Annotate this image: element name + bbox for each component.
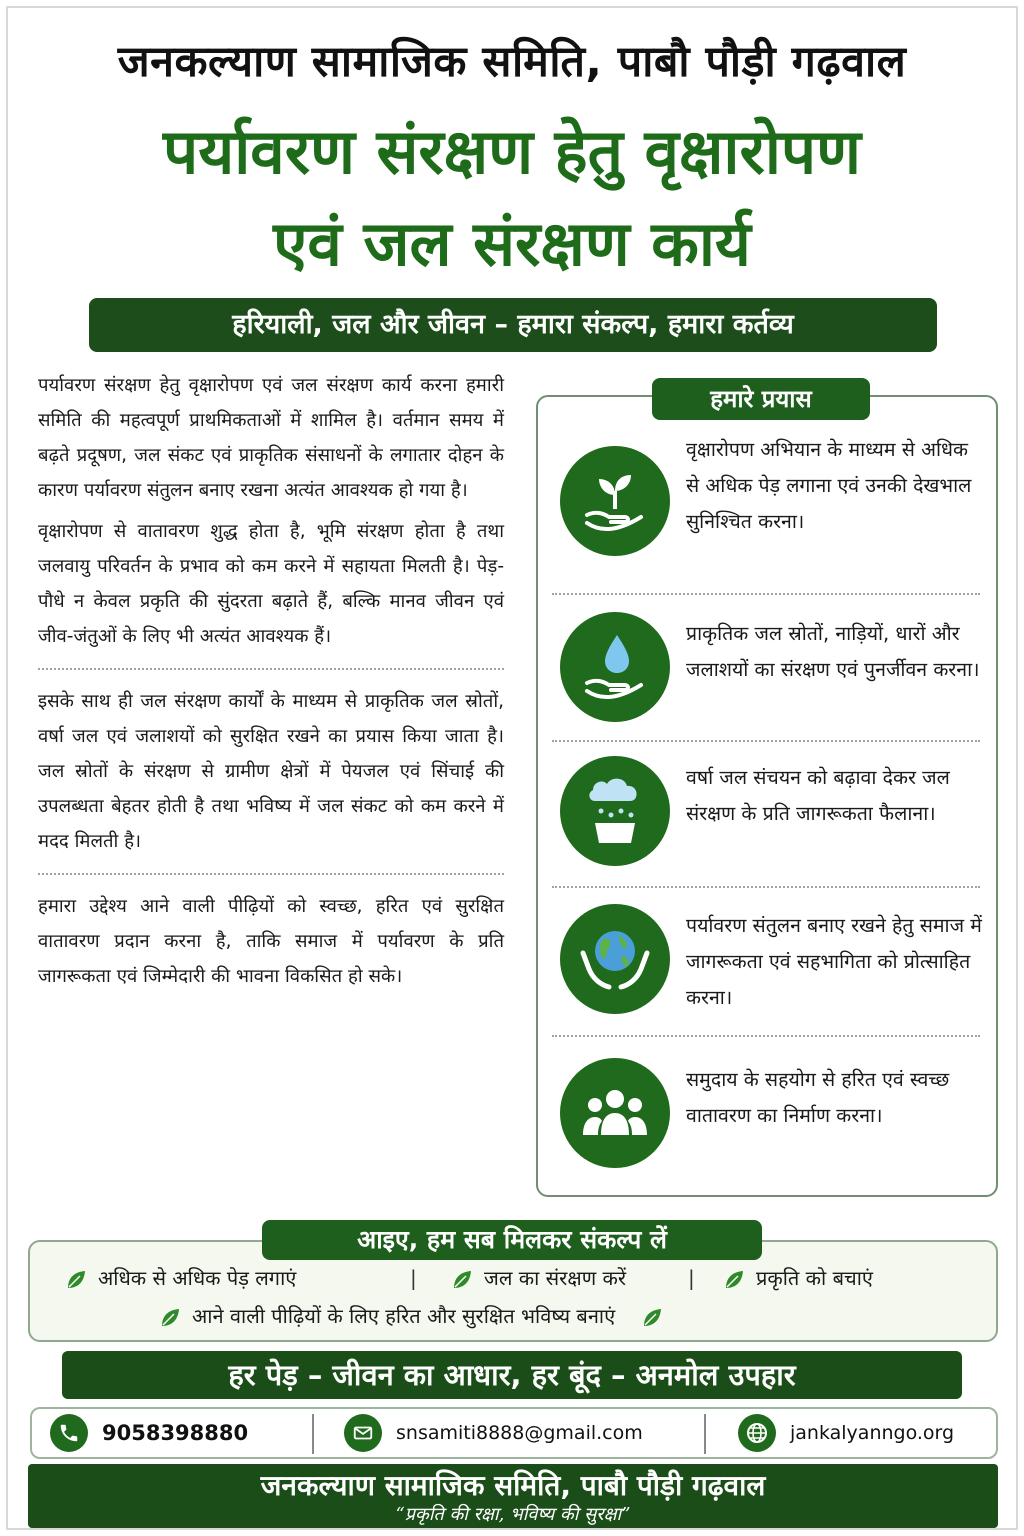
divider	[704, 1414, 706, 1454]
effort-item	[552, 756, 982, 876]
effort-item	[552, 612, 982, 732]
divider	[552, 740, 980, 742]
email-icon	[344, 1414, 382, 1452]
paragraph-4: हमारा उद्देश्य आने वाली पीढ़ियों को स्वच्छ, हरित एवं सुरक्षित वातावरण प्रदान करना है, ताकि समाज में पर्यावरण के प्रति जागरूकता एवं जिम्मेदारी की भावना विकसित हो सके।	[38, 896, 504, 987]
divider	[38, 873, 504, 875]
leaf-icon	[722, 1268, 746, 1292]
leaf-icon	[640, 1306, 664, 1330]
leaf-icon	[158, 1306, 182, 1330]
divider	[38, 668, 504, 670]
pledge-item: जल का संरक्षण करें	[450, 1264, 626, 1292]
leaf-icon	[450, 1268, 474, 1292]
effort-item	[552, 904, 982, 1029]
main-title-line1: पर्यावरण संरक्षण हेतु वृक्षारोपण	[163, 115, 861, 188]
plant-in-hand-icon	[560, 446, 670, 556]
effort-text: समुदाय के सहयोग से हरित एवं स्वच्छ वातावरण का निर्माण करना।	[686, 1068, 950, 1127]
pledge-item: अधिक से अधिक पेड़ लगाएं	[64, 1264, 296, 1292]
footer-banner	[28, 1464, 998, 1528]
efforts-heading: हमारे प्रयास	[652, 378, 870, 420]
separator: |	[410, 1266, 417, 1290]
footer-org-name: जनकल्याण सामाजिक समिति, पाबौ पौड़ी गढ़वाल	[260, 1469, 766, 1502]
org-title: जनकल्याण सामाजिक समिति, पाबौ पौड़ी गढ़वाल	[117, 37, 907, 87]
body-text	[38, 368, 504, 1000]
pledge-item: आने वाली पीढ़ियों के लिए हरित और सुरक्षित भविष्य बनाएं	[158, 1302, 674, 1330]
contact-phone[interactable]: 9058398880	[50, 1412, 248, 1454]
effort-text: वृक्षारोपण अभियान के माध्यम से अधिक से अधिक पेड़ लगाना एवं उनकी देखभाल सुनिश्चित करना।	[686, 438, 972, 533]
globe-icon	[738, 1414, 776, 1452]
main-title-line2: एवं जल संरक्षण कार्य	[273, 207, 751, 280]
paragraph-1: पर्यावरण संरक्षण हेतु वृक्षारोपण एवं जल संरक्षण कार्य करना हमारी समिति की महत्वपूर्ण प्राथमिकताओं में शामिल है। वर्तमान समय में बढ़ते प्रदूषण, जल संकट एवं प्राकृतिक संसाधनों के लगातार दोहन के कारण पर्यावरण संतुलन बनाए रखना अत्यंत आवश्यक हो गया है।	[38, 375, 504, 501]
divider	[312, 1414, 314, 1454]
contact-email[interactable]: snsamiti8888@gmail.com	[344, 1412, 643, 1454]
divider	[552, 886, 980, 888]
separator: |	[688, 1266, 695, 1290]
slogan-banner: हर पेड़ – जीवन का आधार, हर बूंद – अनमोल उपहार	[62, 1351, 962, 1399]
rain-harvest-icon	[560, 756, 670, 866]
phone-icon	[50, 1414, 88, 1452]
effort-text: पर्यावरण संतुलन बनाए रखने हेतु समाज में जागरूकता एवं सहभागिता को प्रोत्साहित करना।	[686, 914, 982, 1009]
pledge-heading: आइए, हम सब मिलकर संकल्प लें	[262, 1220, 762, 1260]
effort-text: प्राकृतिक जल स्रोतों, नाड़ियों, धारों और जलाशयों का संरक्षण एवं पुनर्जीवन करना।	[686, 622, 980, 681]
paragraph-2: वृक्षारोपण से वातावरण शुद्ध होता है, भूमि संरक्षण होता है तथा जलवायु परिवर्तन के प्रभाव को कम करने में सहायता मिलती है। पेड़-पौधे न केवल प्रकृति की सुंदरता बढ़ाते हैं, बल्कि मानव जीवन एवं जीव-जंतुओं के लिए भी अत्यंत आवश्यक हैं।	[38, 521, 504, 647]
pledge-item: प्रकृति को बचाएं	[722, 1264, 873, 1292]
leaf-icon	[64, 1268, 88, 1292]
tagline-banner: हरियाली, जल और जीवन – हमारा संकल्प, हमारा कर्तव्य	[89, 298, 937, 352]
divider	[552, 1035, 980, 1037]
effort-item	[552, 432, 982, 582]
community-icon	[560, 1058, 670, 1168]
effort-text: वर्षा जल संचयन को बढ़ावा देकर जल संरक्षण के प्रति जागरूकता फैलाना।	[686, 766, 950, 825]
effort-item	[552, 1058, 982, 1178]
paragraph-3: इसके साथ ही जल संरक्षण कार्यों के माध्यम से प्राकृतिक जल स्रोतों, वर्षा जल एवं जलाशयों को सुरक्षित रखने का प्रयास किया जाता है। जल स्रोतों के संरक्षण से ग्रामीण क्षेत्रों में पेयजल एवं सिंचाई की उपलब्धता बेहतर होती है तथा भविष्य में जल संकट को कम करने में मदद मिलती है।	[38, 691, 504, 852]
contact-website[interactable]: jankalyanngo.org	[738, 1412, 954, 1454]
divider	[552, 593, 980, 595]
water-drop-hand-icon	[560, 612, 670, 722]
earth-hands-icon	[560, 904, 670, 1014]
footer-motto: “प्रकृति की रक्षा, भविष्य की सुरक्षा”	[395, 1504, 631, 1525]
